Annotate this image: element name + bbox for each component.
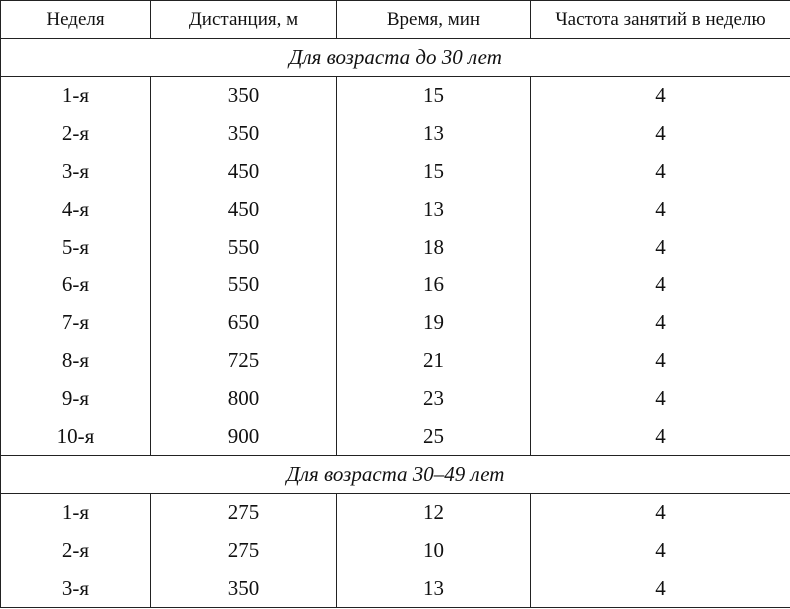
table-body	[1, 39, 790, 608]
table-row	[1, 417, 790, 455]
table-row	[1, 153, 790, 191]
header-time: Время, мин	[337, 1, 531, 39]
cell-week: 10-я	[1, 417, 151, 455]
cell-time: 15	[337, 153, 531, 191]
cell-week: 5-я	[1, 228, 151, 266]
cell-time: 12	[337, 493, 531, 531]
table-row	[1, 115, 790, 153]
table-row	[1, 266, 790, 304]
table-row	[1, 190, 790, 228]
section-title: Для возраста 30–49 лет	[1, 455, 790, 493]
header-row	[1, 1, 790, 39]
cell-frequency: 4	[531, 304, 790, 342]
cell-week: 1-я	[1, 493, 151, 531]
cell-week: 1-я	[1, 77, 151, 115]
header-frequency: Частота занятий в неделю	[531, 1, 790, 39]
cell-frequency: 4	[531, 342, 790, 380]
cell-week: 7-я	[1, 304, 151, 342]
header-week: Неделя	[1, 1, 151, 39]
cell-distance: 350	[151, 77, 337, 115]
cell-week: 9-я	[1, 379, 151, 417]
cell-frequency: 4	[531, 115, 790, 153]
cell-time: 25	[337, 417, 531, 455]
cell-distance: 275	[151, 532, 337, 570]
cell-time: 15	[337, 77, 531, 115]
cell-distance: 550	[151, 228, 337, 266]
cell-frequency: 4	[531, 228, 790, 266]
section-row	[1, 39, 790, 77]
table-row	[1, 493, 790, 531]
cell-distance: 800	[151, 379, 337, 417]
table-row	[1, 77, 790, 115]
cell-frequency: 4	[531, 417, 790, 455]
cell-frequency: 4	[531, 266, 790, 304]
cell-frequency: 4	[531, 532, 790, 570]
cell-week: 2-я	[1, 115, 151, 153]
cell-week: 8-я	[1, 342, 151, 380]
cell-distance: 450	[151, 153, 337, 191]
cell-time: 18	[337, 228, 531, 266]
table-row	[1, 304, 790, 342]
section-title: Для возраста до 30 лет	[1, 39, 790, 77]
cell-frequency: 4	[531, 153, 790, 191]
table-header	[1, 1, 790, 39]
table-row	[1, 570, 790, 608]
table-row	[1, 532, 790, 570]
cell-time: 19	[337, 304, 531, 342]
cell-time: 23	[337, 379, 531, 417]
cell-time: 10	[337, 532, 531, 570]
cell-distance: 725	[151, 342, 337, 380]
cell-time: 13	[337, 570, 531, 608]
cell-distance: 550	[151, 266, 337, 304]
cell-week: 6-я	[1, 266, 151, 304]
table-row	[1, 228, 790, 266]
cell-distance: 900	[151, 417, 337, 455]
cell-time: 13	[337, 190, 531, 228]
table-row	[1, 342, 790, 380]
cell-frequency: 4	[531, 379, 790, 417]
cell-week: 2-я	[1, 532, 151, 570]
cell-distance: 275	[151, 493, 337, 531]
cell-week: 3-я	[1, 153, 151, 191]
cell-distance: 650	[151, 304, 337, 342]
cell-frequency: 4	[531, 190, 790, 228]
section-row	[1, 455, 790, 493]
cell-week: 3-я	[1, 570, 151, 608]
cell-distance: 350	[151, 115, 337, 153]
cell-distance: 350	[151, 570, 337, 608]
cell-frequency: 4	[531, 570, 790, 608]
cell-time: 21	[337, 342, 531, 380]
cell-week: 4-я	[1, 190, 151, 228]
cell-time: 13	[337, 115, 531, 153]
header-distance: Дистанция, м	[151, 1, 337, 39]
table-row	[1, 379, 790, 417]
cell-frequency: 4	[531, 77, 790, 115]
cell-distance: 450	[151, 190, 337, 228]
cell-time: 16	[337, 266, 531, 304]
cell-frequency: 4	[531, 493, 790, 531]
